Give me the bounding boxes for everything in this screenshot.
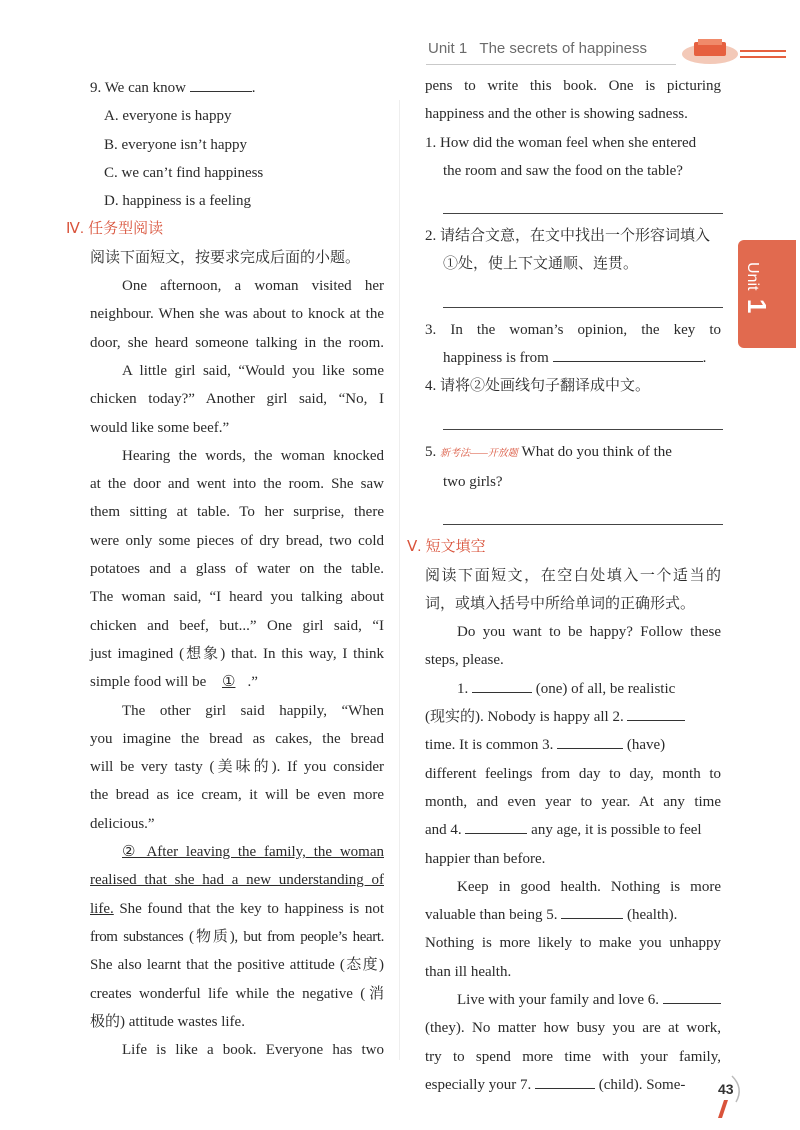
cloze-line: especially your 7. (child). Some- (425, 1071, 721, 1099)
open-question-tag: 新考法——开放题 (440, 447, 518, 459)
passage-line: chicken and beef, but...” One girl said, “I (90, 617, 384, 634)
header-title: The secrets of happiness (479, 40, 648, 57)
passage-line: A little girl said, “Would you like some (122, 362, 384, 379)
passage-line: at the door and went into the room. She saw (90, 476, 384, 493)
passage-line: life. She found that the key to happiness is not (90, 900, 385, 917)
cloze-line: valuable than being 5. (health). (425, 901, 721, 929)
cloze-line: happier than before. (425, 850, 546, 867)
section5-instruction: 词，或填入括号中所给单词的正确形式。 (425, 595, 696, 612)
left-column (66, 74, 385, 1064)
passage-line: Life is like a book. Everyone has two (122, 1042, 384, 1059)
cloze-line: Keep in good health. Nothing is more (457, 878, 721, 895)
passage-line: creates wonderful life while the negative (消 (90, 985, 384, 1002)
passage-line: just imagined (想象) that. In this way, I think (90, 645, 384, 662)
answer-line[interactable] (443, 279, 723, 308)
section5-title: Ⅴ. 短文填空 (407, 538, 486, 556)
cloze-line: month, and even year to year. At any time (425, 793, 721, 810)
cloze-line: than ill health. (425, 963, 512, 980)
cloze-line: (they). No matter how busy you are at work, (425, 1020, 721, 1037)
cloze-line: (现实的). Nobody is happy all 2. (425, 703, 721, 731)
section5-instruction: 阅读下面短文，在空白处填入一个适当的 (425, 567, 721, 584)
question-3-cont: happiness is from . (425, 344, 721, 372)
answer-blank[interactable] (557, 732, 623, 749)
passage-line: potatoes and a glass of water on the table. (90, 561, 384, 578)
header-rule (426, 64, 676, 65)
question-2-cont: ①处，使上下文通顺、连贯。 (443, 256, 639, 273)
header-unit: Unit 1 (428, 40, 468, 57)
passage-line: neighbour. When she was about to knock at the (90, 306, 384, 323)
page-corner-swoosh-icon (706, 1072, 746, 1122)
running-header (428, 40, 647, 57)
question-3: 3. In the woman’s opinion, the key to (425, 321, 721, 338)
passage-line: will be very tasty (美味的). If you consider (90, 759, 384, 776)
passage-line: from substances (物质), but from people’s heart. (90, 928, 384, 945)
answer-blank[interactable] (535, 1072, 595, 1089)
cloze-line: time. It is common 3. (have) (425, 731, 721, 759)
cloze-line: try to spend more time with your family, (425, 1048, 721, 1065)
q9-stem: 9. We can know . (90, 74, 384, 102)
passage-line: simple food will be ① .” (90, 674, 258, 691)
passage-line: chicken today?” Another girl said, “No, I (90, 391, 384, 408)
answer-blank[interactable] (663, 987, 721, 1004)
question-4: 4. 请将②处画线句子翻译成中文。 (425, 378, 651, 395)
q9-option[interactable]: B. everyone isn’t happy (104, 136, 248, 153)
cloze-line: 1. (one) of all, be realistic (425, 675, 721, 703)
question-5: 5. 新考法——开放题 What do you think of the (425, 443, 672, 460)
passage-line: them sitting at table. To her surprise, there (90, 504, 384, 521)
answer-blank[interactable] (465, 817, 527, 834)
q9-option[interactable]: C. we can’t find happiness (104, 164, 264, 181)
q9-option[interactable]: D. happiness is a feeling (104, 193, 252, 210)
q9-option[interactable]: A. everyone is happy (104, 108, 232, 125)
answer-line[interactable] (443, 496, 723, 525)
question-1: 1. How did the woman feel when she entered (425, 134, 697, 151)
blank-marker-1[interactable]: ① (222, 674, 236, 691)
underlined-sentence: realised that she had a new understanding of (90, 872, 384, 889)
answer-blank[interactable] (561, 902, 623, 919)
passage-line: She also learnt that the positive attitude (态度) (90, 957, 384, 974)
right-column (407, 72, 721, 1099)
cloze-line: Live with your family and love 6. (425, 986, 721, 1014)
underlined-sentence: ② After leaving the family, the woman (122, 844, 384, 861)
cloze-line: Do you want to be happy? Follow these (457, 624, 721, 641)
page-number: 43 (718, 1081, 734, 1097)
passage-line: the bread as ice cream, it will be even more (90, 787, 384, 804)
answer-line[interactable] (443, 185, 723, 214)
passage-line: One afternoon, a woman visited her (122, 278, 384, 295)
passage-line: you imagine the bread as cakes, the bread (90, 730, 384, 747)
question-5-cont: two girls? (443, 473, 503, 490)
passage-line: would like some beef.” (90, 419, 230, 436)
passage-line: Hearing the words, the woman knocked (122, 447, 384, 464)
book-logo-icon (670, 30, 788, 70)
passage-line: The woman said, “I heard you talking about (90, 589, 384, 606)
passage-line: happiness and the other is showing sadness. (425, 106, 688, 123)
cloze-line: different feelings from day to day, month to (425, 765, 721, 782)
answer-blank[interactable] (553, 345, 703, 362)
column-divider (399, 100, 400, 1060)
unit-side-tab-label: Unit 1 (742, 262, 772, 314)
section4-title: Ⅳ. 任务型阅读 (66, 220, 164, 238)
question-2: 2. 请结合文意，在文中找出一个形容词填入 (425, 228, 711, 245)
answer-line[interactable] (443, 401, 723, 430)
passage-line: 极的) attitude wastes life. (90, 1013, 245, 1030)
passage-line: pens to write this book. One is picturing (425, 78, 721, 94)
answer-blank[interactable] (190, 75, 252, 92)
passage-line: door, she heard someone talking in the room. (90, 334, 384, 351)
answer-blank[interactable] (472, 676, 532, 693)
passage-line: The other girl said happily, “When (122, 702, 384, 719)
cloze-line: steps, please. (425, 652, 504, 669)
answer-blank[interactable] (627, 704, 685, 721)
passage-line: delicious.” (90, 815, 155, 832)
question-1-cont: the room and saw the food on the table? (443, 162, 683, 179)
section4-instruction: 阅读下面短文，按要求完成后面的小题。 (90, 249, 361, 266)
passage-line: were only some pieces of dry bread, two cold (90, 532, 384, 549)
cloze-line: Nothing is more likely to make you unhappy (425, 935, 721, 952)
cloze-line: and 4. any age, it is possible to feel (425, 816, 721, 844)
